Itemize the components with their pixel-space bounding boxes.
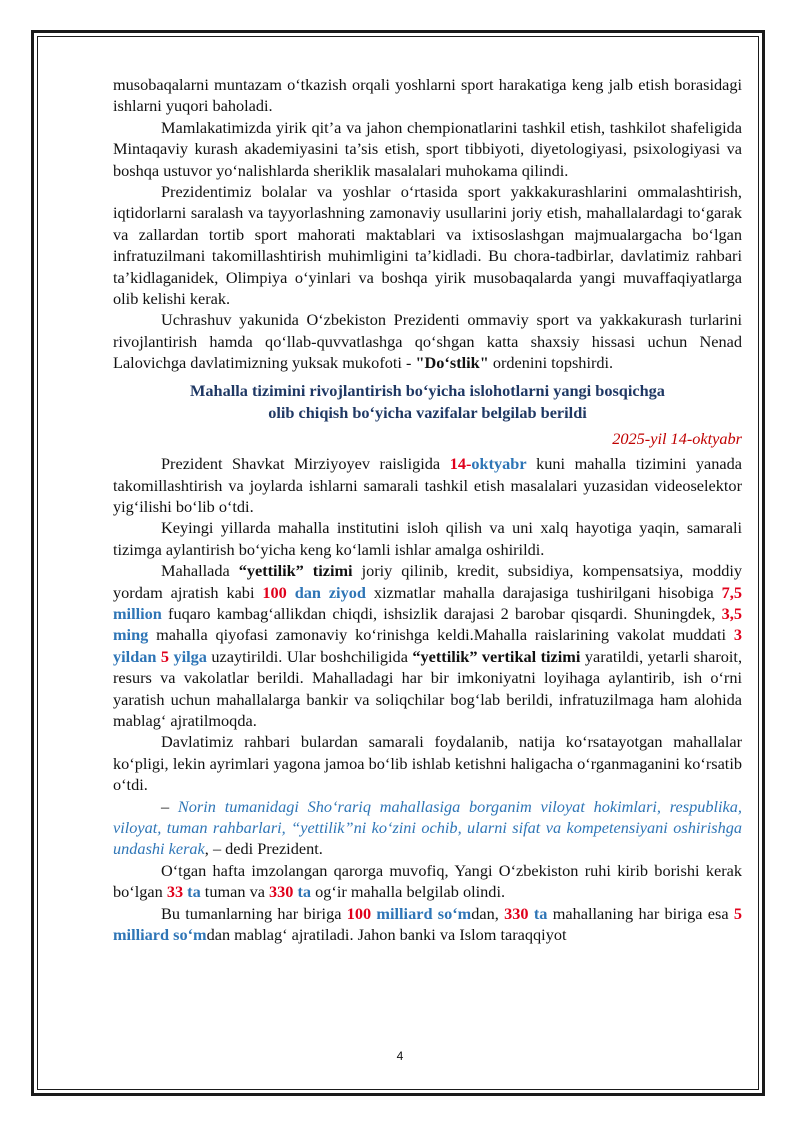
text: O‘tgan hafta imzolangan qarorga muvofiq, Yangi O‘zbekiston ruhi kirib borishi kerak bo‘lgan <box>113 860 742 902</box>
paragraph <box>113 796 742 860</box>
paragraph: Mamlakatimizda yirik qit’a va jahon chempionatlarini tashkil etish, tashkilot shafeligida Mintaqaviy kurash akademiyasini ta’sis etish, sport tibbiyoti, diyetologiyasi, psixologiyasi va boshqa ustuvor yo‘nalishlarda sheriklik masalalari muhokama qilindi. <box>113 117 742 180</box>
text: dan, <box>471 903 505 923</box>
text: Mahallada <box>161 561 239 581</box>
highlight-word: oktyabr <box>471 454 527 474</box>
bold-term: “yettilik” vertikal tizimi <box>412 646 581 666</box>
highlight-number: 3 <box>733 625 742 645</box>
highlight-number: 5 <box>733 903 742 923</box>
paragraph <box>113 453 742 517</box>
article-title-line1: Mahalla tizimini rivojlantirish bo‘yicha islohotlarni yangi bosqichga <box>190 380 665 400</box>
highlight-word: million <box>113 603 162 623</box>
highlight-word: milliard so‘m <box>371 903 472 923</box>
text: fuqaro kambag‘allikdan chiqdi, ishsizlik darajasi 2 barobar qisqardi. Shuningdek, <box>161 603 722 623</box>
text: tuman va <box>200 882 270 902</box>
paragraph: Prezidentimiz bolalar va yoshlar o‘rtasida sport yakkakurashlarini ommalashtirish, iqtidorlarni saralash va tayyorlashning zamonaviy usullarini joriy etish, mahallalardagi to‘garak va zallardan tortib sport mahorati maktablari va ixtisoslashgan majmualargacha bo‘lgan infratuzilmani takomillashtirish muhimligini ta’kidladi. Bu chora-tadbirlar, davlatimiz rahbari ta’kidlaganidek, Olimpiya o‘yinlari va boshqa yirik musobaqalarda yangi muvaffaqiyatlarga olib kelishi kerak. <box>113 182 742 309</box>
text: dan mablag‘ ajratiladi. Jahon banki va Islom taraqqiyot <box>206 925 567 945</box>
text: ordenini topshirdi. <box>488 353 614 373</box>
article-title-line2: olib chiqish bo‘yicha vazifalar belgilab berildi <box>268 402 587 422</box>
article-date: 2025-yil 14-oktyabr <box>612 428 742 448</box>
text: Prezident Shavkat Mirziyoyev raisligida <box>161 454 450 474</box>
highlight-word: milliard so‘m <box>113 925 207 945</box>
highlight-number: 14- <box>449 454 472 474</box>
text: mahallaning har biriga esa <box>547 903 734 923</box>
text: , – dedi Prezident. <box>204 839 323 859</box>
page-number: 4 <box>396 1049 404 1063</box>
highlight-word: ming <box>113 625 149 645</box>
highlight-number: 5 <box>160 646 170 666</box>
highlight-number: 3,5 <box>721 603 742 623</box>
highlight-word: yildan <box>113 646 161 666</box>
highlight-number: 7,5 <box>721 582 742 602</box>
paragraph <box>113 903 742 946</box>
highlight-number: 100 <box>262 582 287 602</box>
paragraph <box>113 860 742 903</box>
text: og‘ir mahalla belgilab olindi. <box>311 882 506 902</box>
text: – <box>161 796 178 816</box>
quote: Norin tumanidagi Sho‘rariq mahallasiga borganim viloyat hokimlari, respublika, viloyat, tuman rahbarlari, “yettilik”ni ko‘zini ochib, ularni sifat va kompetensiyani oshirishga undashi kerak <box>113 796 742 859</box>
highlight-number: 33 <box>166 882 184 902</box>
bold-term: “yettilik” tizimi <box>238 561 353 581</box>
text: Uchrashuv yakunida O‘zbekiston Prezidenti ommaviy sport va yakkakurash turlarini rivojlantirish hamda qo‘llab-quvvatlashga qo‘shgan katta shaxsiy hissasi uchun Nenad Lalovichga davlatimizning yuksak mukofoti - <box>113 310 742 373</box>
text: xizmatlar mahalla darajasiga tushirilgani hisobiga <box>365 582 722 602</box>
paragraph: musobaqalarni muntazam o‘tkazish orqali yoshlarni sport harakatiga keng jalb etish borasidagi ishlarni yuqori baholadi. <box>113 75 742 116</box>
text: mahalla qiyofasi zamonaviy ko‘rinishga keldi.Mahalla raislarining vakolat muddati <box>148 625 734 645</box>
paragraph <box>113 309 742 373</box>
article-title <box>113 380 742 424</box>
highlight-number: 100 <box>346 903 372 923</box>
award-name: "Do‘stlik" <box>415 353 489 373</box>
paragraph: Davlatimiz rahbari bulardan samarali foydalanib, natija ko‘rsatayotgan mahallalar ko‘pligi, lekin ayrimlari yagona jamoa bo‘lib ishlab ketishni haligacha o‘rganmaganini ko‘rsatib o‘tdi. <box>113 732 742 795</box>
text: joriy qilinib, kredit, subsidiya, kompensatsiya, moddiy yordam ajratish kabi <box>113 561 743 602</box>
text: uzaytirildi. Ular boshchiligida <box>206 646 413 666</box>
highlight-word: ta <box>183 882 201 902</box>
highlight-word: ta <box>293 882 312 902</box>
text: kuni mahalla tizimini yanada takomillashtirish va joylarda ishlarni samarali tashkil etish masalalari yuzasidan videoselektor yig‘ilishi bo‘lib o‘tdi. <box>113 454 742 516</box>
highlight-word: dan ziyod <box>286 582 366 602</box>
document-body <box>113 74 742 945</box>
highlight-word: ta <box>528 903 548 923</box>
paragraph <box>113 560 742 731</box>
paragraph: Keyingi yillarda mahalla institutini isloh qilish va uni xalq hayotiga yaqin, samarali tizimga aylantirish bo‘yicha keng ko‘lamli ishlar amalga oshirildi. <box>113 518 742 559</box>
text: yaratildi, yetarli sharoit, resurs va vakolatlar berildi. Mahalladagi har bir imkoniyatni loyihaga aylantirib, ish o‘rni yaratish uchun mahallalarga bankir va soliqchilar bog‘lab berildi, infratuzilmaga ham alohida mablag‘ ajratilmoqda. <box>113 646 743 730</box>
text: Bu tumanlarning har biriga <box>161 903 347 923</box>
highlight-word: yilga <box>169 646 207 666</box>
highlight-number: 330 <box>269 882 294 902</box>
highlight-number: 330 <box>504 903 529 923</box>
